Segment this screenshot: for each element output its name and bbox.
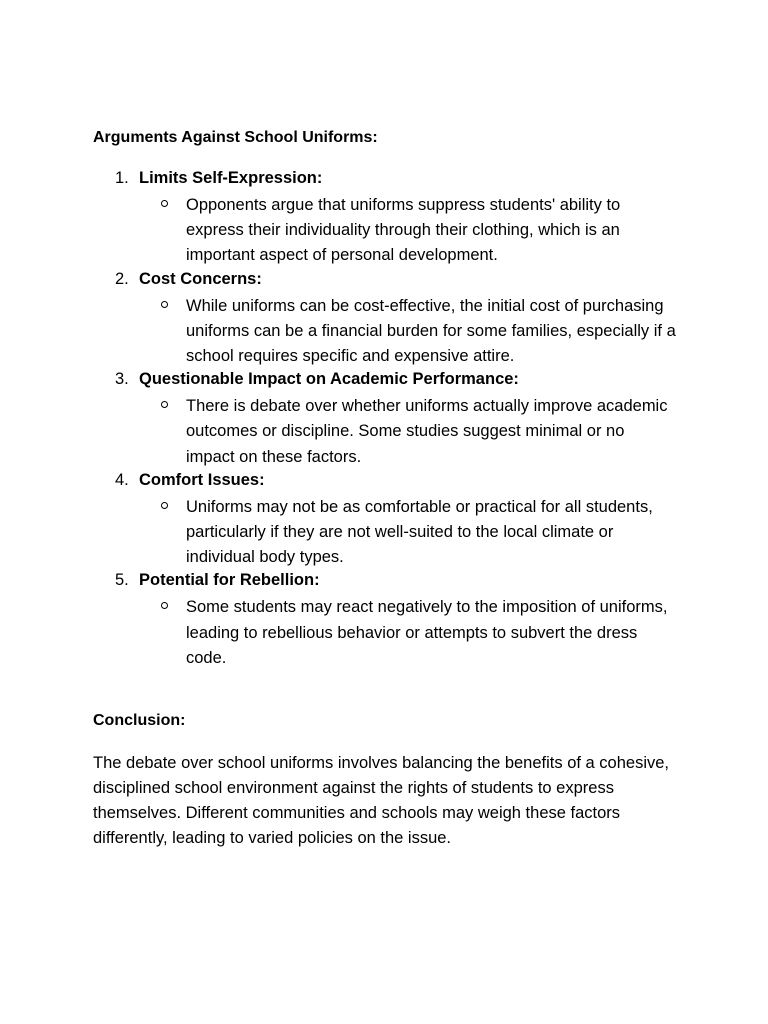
argument-item [93,168,693,269]
argument-detail-bullet [93,193,693,269]
argument-detail: Some students may react negatively to the imposition of uniforms, leading to rebellious behavior or attempts to subvert the dress code. [186,598,668,667]
hollow-bullet-icon [161,301,168,308]
argument-detail-bullet [93,495,693,571]
argument-title: Questionable Impact on Academic Performance: [139,370,519,389]
argument-detail-bullet [93,294,693,370]
hollow-bullet-icon [161,200,168,207]
argument-number: 2. [115,269,129,288]
argument-detail-bullet [93,394,693,470]
hollow-bullet-icon [161,502,168,509]
argument-detail: Uniforms may not be as comfortable or practical for all students, particularly if they are not well-suited to the local climate or individual body types. [186,497,653,567]
argument-title: Limits Self-Expression: [139,169,323,187]
argument-title: Cost Concerns: [139,269,262,288]
argument-title: Comfort Issues: [139,470,265,489]
argument-item [93,269,693,370]
argument-detail: Opponents argue that uniforms suppress students' ability to express their individuality through their clothing, which is an important aspect of personal development. [186,196,621,265]
argument-number: 1. [115,169,129,187]
hollow-bullet-icon [161,401,168,408]
argument-detail: While uniforms can be cost-effective, the initial cost of purchasing uniforms can be a financial burden for some families, especially if a school requires specific and expensive attire. [186,296,676,366]
arguments-list [93,168,693,671]
arguments-heading: Arguments Against School Uniforms: [93,129,378,146]
argument-detail: There is debate over whether uniforms actually improve academic outcomes or discipline. Some studies suggest minimal or no impact on these factors. [186,397,668,466]
argument-number: 4. [115,470,129,489]
conclusion-heading: Conclusion: [93,712,186,729]
hollow-bullet-icon [161,602,168,609]
argument-detail-bullet [93,595,693,671]
argument-item [93,369,693,470]
argument-item [93,570,693,671]
conclusion-paragraph: The debate over school uniforms involves balancing the benefits of a cohesive, disciplined school environment against the rights of students to express themselves. Different communities and schools may weigh these factors differently, leading to varied policies on the issue. [93,754,670,847]
argument-number: 3. [115,370,129,389]
argument-item [93,470,693,571]
argument-number: 5. [115,571,129,590]
argument-title: Potential for Rebellion: [139,571,320,590]
